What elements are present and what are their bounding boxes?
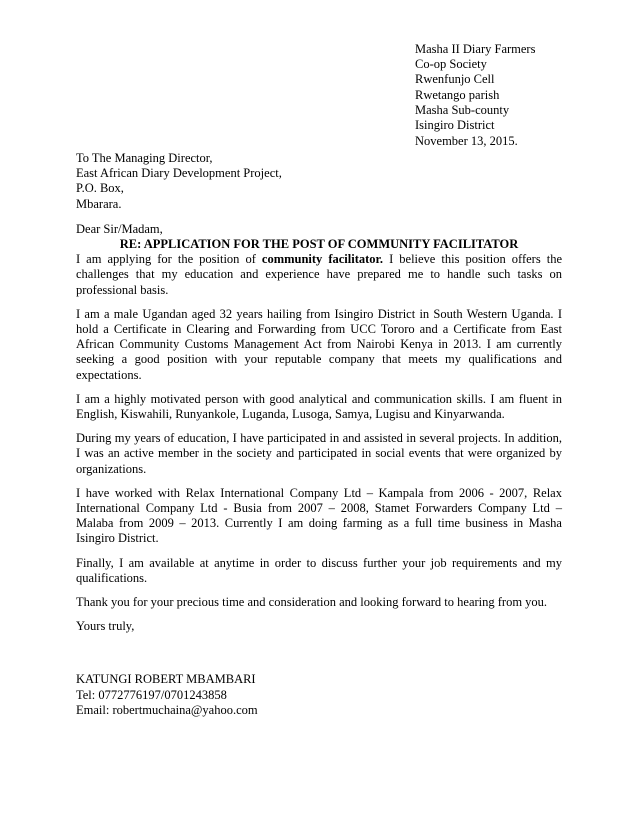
paragraph-skills: I am a highly motivated person with good analytical and communication skills. I am fluent in English, Kiswahili, Runyankole, Luganda, Lusoga, Samya, Lugisu and Kinyarwanda. xyxy=(76,391,562,422)
signatory-name: KATUNGI ROBERT MBAMBARI xyxy=(76,672,256,687)
signatory-phone: Tel: 0772776197/0701243858 xyxy=(76,687,227,702)
paragraph-text: I believe this position offers the challenges that my education and experience have prepared me to handle such tasks on professional basis. xyxy=(76,252,562,297)
recipient-line: Mbarara. xyxy=(76,196,122,211)
subject-line: RE: APPLICATION FOR THE POST OF COMMUNITY FACILITATOR xyxy=(119,237,519,252)
position-title: community facilitator. xyxy=(261,252,384,267)
sender-address-line: Co-op Society xyxy=(415,57,487,72)
paragraph-experience: I have worked with Relax International Company Ltd – Kampala from 2006 - 2007, Relax International Company Ltd - Busia from 2007 – 2008, Stamet Forwarders Company Ltd – Malaba from 2009 – 2013. Currently I am doing farming as a full time business in Masha Isingiro District. xyxy=(76,485,562,546)
letter-body xyxy=(76,151,562,718)
closing: Yours truly, xyxy=(76,619,135,634)
recipient-address xyxy=(76,151,562,212)
sender-address-line: Rwetango parish xyxy=(415,87,500,102)
paragraph-text: I am applying for the position of xyxy=(76,252,262,267)
signatory-email: Email: robertmuchaina@yahoo.com xyxy=(76,702,258,717)
paragraph-availability: Finally, I am available at anytime in order to discuss further your job requirements and my qualifications. xyxy=(76,555,562,585)
salutation: Dear Sir/Madam, xyxy=(76,221,163,236)
sender-address-line: Masha Sub-county xyxy=(415,102,510,117)
paragraph-education: During my years of education, I have participated in and assisted in several projects. In addition, I was an active member in the society and participated in social events that were organized by organizations. xyxy=(76,431,562,476)
recipient-line: East African Diary Development Project, xyxy=(76,166,282,181)
sender-address xyxy=(415,42,535,133)
sender-address-line: Isingiro District xyxy=(415,118,495,133)
signature-block xyxy=(76,672,562,718)
paragraph-intro xyxy=(76,252,562,298)
recipient-line: P.O. Box, xyxy=(76,181,124,196)
paragraph-background: I am a male Ugandan aged 32 years hailing from Isingiro District in South Western Uganda. I hold a Certificate in Clearing and Forwarding from UCC Tororo and a Certificate from East African Community Customs Management Act from Nairobi Kenya in 2013. I am currently seeking a good position with your reputable company that meets my qualifications and expectations. xyxy=(76,306,562,382)
recipient-line: To The Managing Director, xyxy=(76,151,213,165)
paragraph-thanks: Thank you for your precious time and consideration and looking forward to hearing from you. xyxy=(76,595,548,610)
sender-address-line: Masha II Diary Farmers xyxy=(415,42,536,56)
sender-address-line: Rwenfunjo Cell xyxy=(415,72,495,87)
letter-date: November 13, 2015. xyxy=(415,134,518,148)
